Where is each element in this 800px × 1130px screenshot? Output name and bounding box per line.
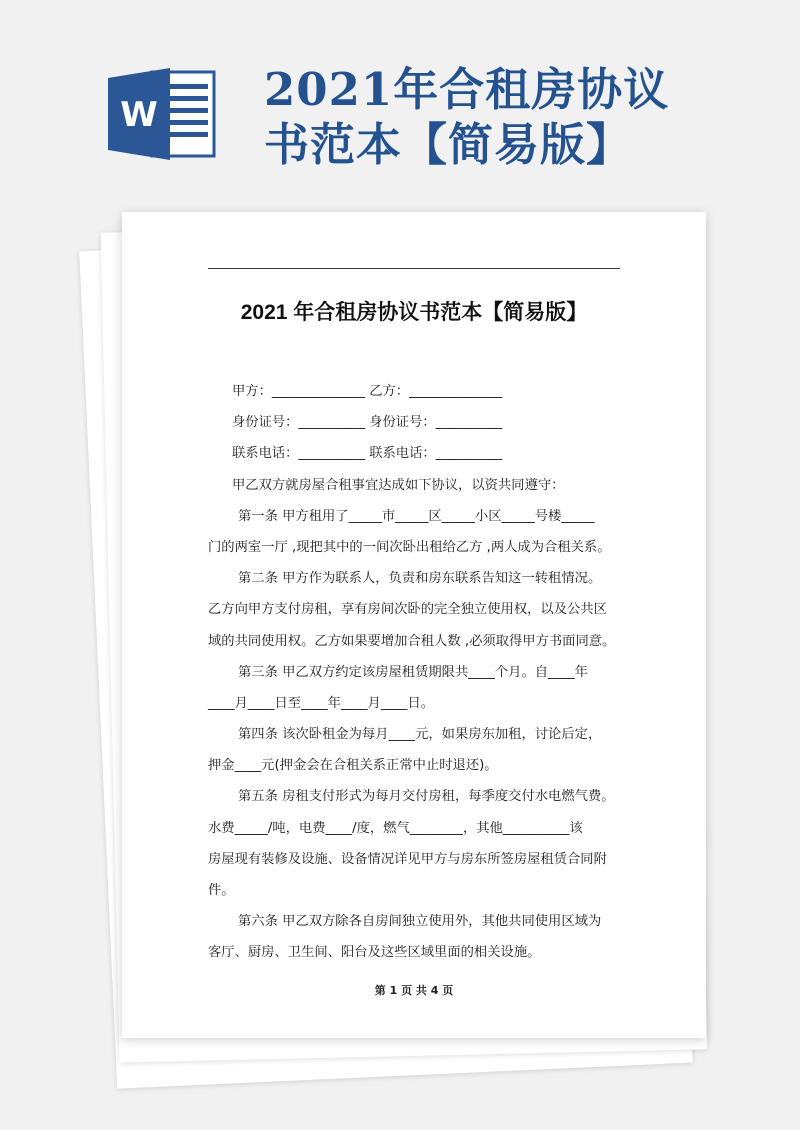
article-2-line: 域的共同使用权。乙方如果要增加合租人数 ,必须取得甲方书面同意。 <box>208 633 616 649</box>
word-document-icon <box>108 68 216 160</box>
banner-title-line1: 2021年合租房协议 <box>264 63 670 116</box>
banner-title-line2: 书范本【简易版】 <box>264 118 633 171</box>
article-5-line: 第五条 房租支付形式为每月交付房租，每季度交付水电燃气费。 <box>238 789 615 805</box>
article-5-line: 件。 <box>208 883 235 898</box>
svg-text:W: W <box>120 95 158 135</box>
article-6-line: 第六条 甲乙双方除各自房间独立使用外，其他共同使用区域为 <box>238 914 602 930</box>
article-3-line: ____月____日至____年____月____日。 <box>208 695 435 711</box>
header-rule <box>208 268 620 269</box>
preamble-line: 甲乙双方就房屋合租事宜达成如下协议，以资共同遵守： <box>232 477 565 493</box>
banner-title <box>264 62 684 172</box>
document-page <box>122 212 706 1038</box>
article-5-line: 房屋现有装修及设施、设备情况详见甲方与房东所签房屋租赁合同附 <box>208 851 607 867</box>
article-1-line: 门的两室一厅 ,现把其中的一间次卧出租给乙方 ,两人成为合租关系。 <box>208 539 611 555</box>
article-4-line: 押金____元(押金会在合租关系正常中止时退还)。 <box>208 758 498 774</box>
article-3-line: 第三条 甲乙双方约定该房屋租赁期限共____个月。自____年 <box>238 664 588 680</box>
page-number: 第 1 页 共 4 页 <box>374 984 454 997</box>
party-names-line: 甲方：______________ 乙方：______________ <box>232 384 503 399</box>
article-4-line: 第四条 该次卧租金为每月____元，如果房东加租，讨论后定， <box>238 727 602 743</box>
article-1-line: 第一条 甲方租用了_____市_____区_____小区_____号楼_____ <box>238 508 595 524</box>
document-body <box>208 376 628 969</box>
article-2-line: 乙方向甲方支付房租，享有房间次卧的完全独立使用权，以及公共区 <box>208 602 607 618</box>
id-number-line: 身份证号：__________ 身份证号：__________ <box>232 415 503 431</box>
article-2-line: 第二条 甲方作为联系人，负责和房东联系告知这一转租情况。 <box>238 571 602 587</box>
article-5-line: 水费_____/吨，电费____/度，燃气________，其他__________该 <box>208 820 583 836</box>
article-6-line: 客厅、厨房、卫生间、阳台及这些区域里面的相关设施。 <box>208 945 541 961</box>
document-title: 2021 年合租房协议书范本【简易版】 <box>240 301 588 324</box>
phone-line: 联系电话：__________ 联系电话：__________ <box>232 446 503 462</box>
